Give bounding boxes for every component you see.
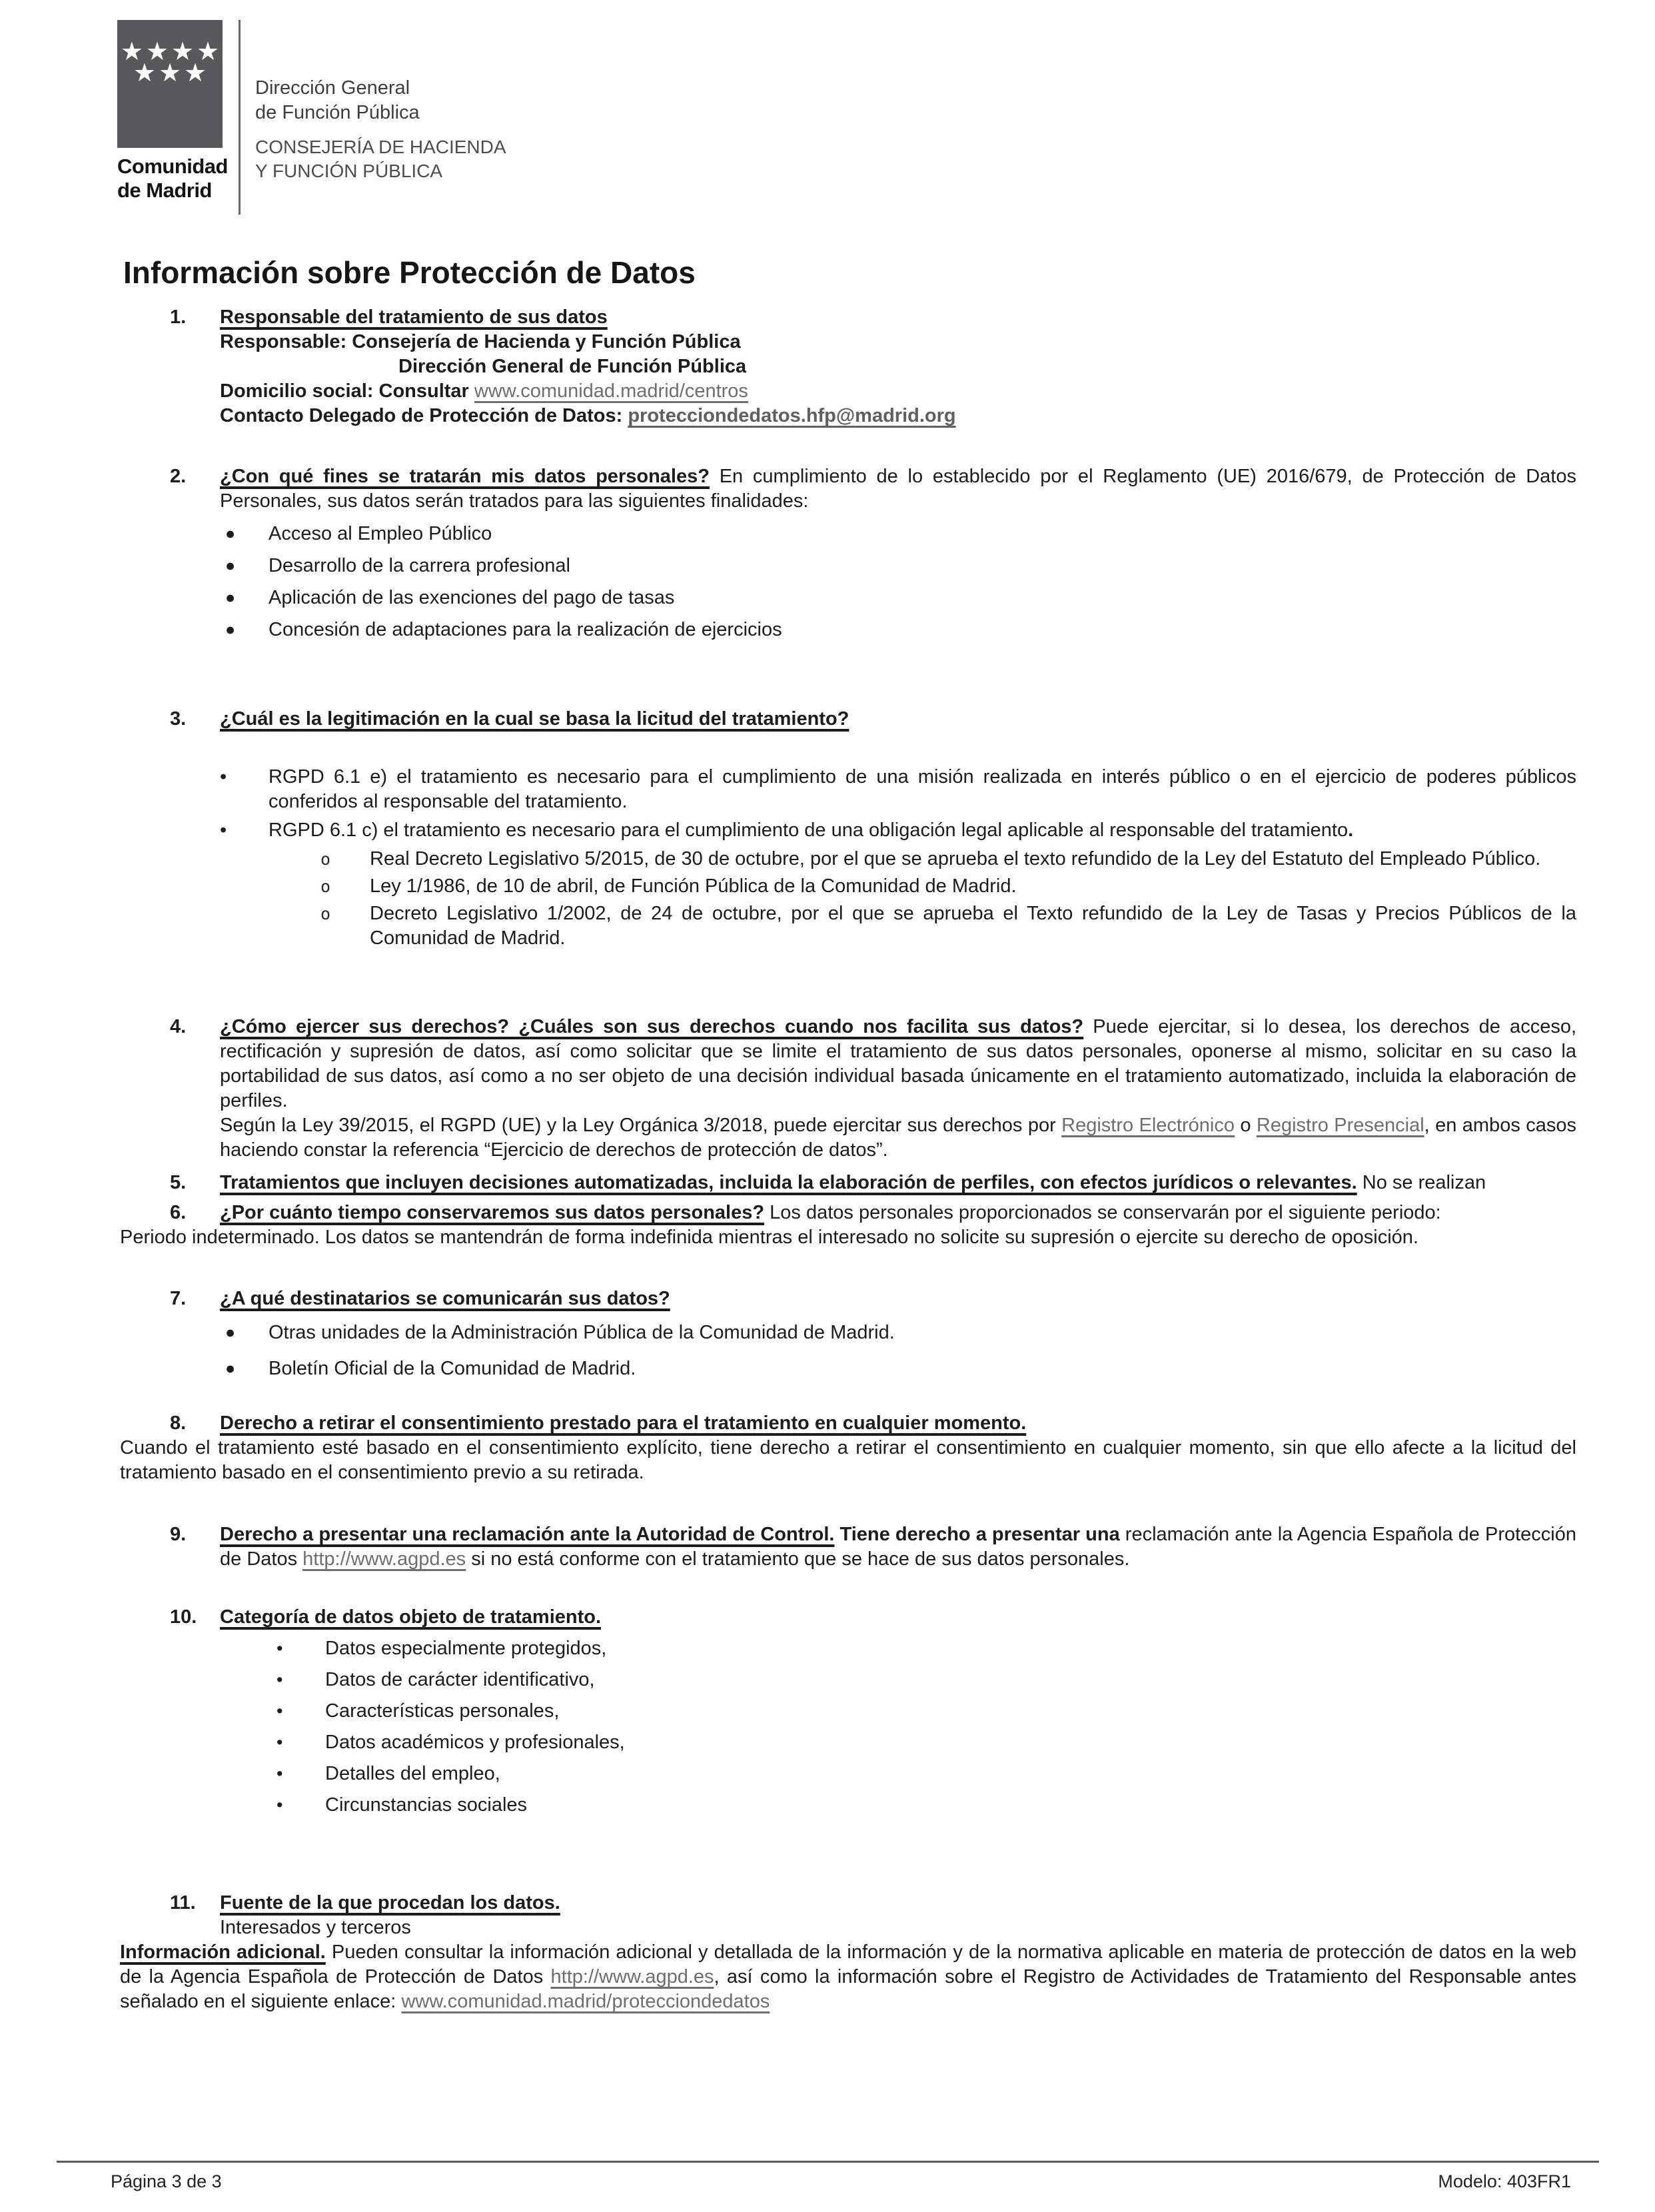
section-heading: ¿Cuál es la legitimación en la cual se basa la licitud del tratamiento? [220, 708, 849, 730]
bullet-icon: • [220, 766, 227, 788]
protecciondedatos-link[interactable]: www.comunidad.madrid/protecciondedatos [401, 1991, 770, 2012]
list-item: • Características personales, [276, 1699, 1576, 1724]
circle-bullet-icon: o [320, 877, 331, 896]
section-number: 6. [170, 1202, 187, 1223]
bold-period: . [1348, 820, 1354, 841]
list-item: ● Acceso al Empleo Público [225, 522, 1576, 546]
informacion-adicional-paragraph: Información adicional. Pueden consultar la información adicional y detallada de la información y de la normativa aplicable en materia de protección de datos en la web de la Agencia Española de Protección de Datos http://www.agpd.es, así como la información sobre el Registro de Actividades de Tratamiento del Responsable antes señalado en el siguiente enlace: www.comunidad.madrid/protecciondedatos [120, 1941, 1577, 2012]
section-legitimacion [120, 707, 1576, 953]
list-item: ● Aplicación de las exenciones del pago de tasas [225, 586, 1576, 610]
section-body: No se realizan [1357, 1172, 1486, 1193]
list-item: • Datos de carácter identificativo, [276, 1668, 1576, 1692]
madrid-stars-icon: ★★★★ [120, 38, 223, 66]
section-derechos [120, 1015, 1576, 1163]
org-line: Dirección General [255, 77, 410, 99]
section-number: 5. [170, 1172, 187, 1193]
circle-bullet-icon: o [320, 849, 331, 869]
section-number: 2. [170, 466, 187, 487]
section-fines [120, 464, 1576, 650]
destinatarios-list [220, 1321, 1576, 1381]
heading-bold-tail: Tiene derecho a presentar una [834, 1524, 1125, 1545]
bullet-icon: ● [225, 620, 236, 639]
centros-link[interactable]: www.comunidad.madrid/centros [474, 380, 748, 402]
list-item: ● Concesión de adaptaciones para la realización de ejercicios [225, 618, 1576, 642]
section-heading: Derecho a presentar una reclamación ante la Autoridad de Control. [220, 1524, 835, 1545]
section-categoria-datos [120, 1605, 1576, 1824]
agpd-link[interactable]: http://www.agpd.es [302, 1548, 466, 1570]
document-content [120, 0, 1576, 2014]
section-number: 11. [170, 1892, 196, 1914]
informacion-adicional-heading: Información adicional. [120, 1941, 326, 1963]
logo-caption-line: Comunidad [117, 155, 228, 178]
domicilio-label: Domicilio social: Consultar [220, 380, 474, 402]
list-item: ● Desarrollo de la carrera profesional [225, 554, 1576, 578]
bullet-icon: ● [225, 556, 236, 575]
madrid-stars-icon: ★★★ [133, 59, 210, 87]
section-heading: ¿Cómo ejercer sus derechos? ¿Cuáles son sus derechos cuando nos facilita sus datos? [220, 1016, 1084, 1037]
section-decisiones-automatizadas [120, 1171, 1576, 1195]
section-heading: Fuente de la que procedan los datos. [220, 1892, 560, 1914]
section-fuente-datos [120, 1891, 1576, 1940]
section-body: En cumplimiento de lo establecido por el Reglamento (UE) 2016/679, de Protección de Datos Personales, sus datos serán tratados para las siguientes finalidades: [220, 466, 1576, 512]
responsable-line: Responsable: Consejería de Hacienda y Función Pública [220, 331, 741, 352]
model-number: Modelo: 403FR1 [1438, 2171, 1571, 2191]
normativa-sublist [320, 847, 1576, 951]
registro-paragraph: Según la Ley 39/2015, el RGPD (UE) y la Ley Orgánica 3/2018, puede ejercitar sus derechos por Registro Electrónico o Registro Presencial, en ambos casos haciendo constar la referencia “Ejercicio de derechos de protección de datos”. [220, 1115, 1576, 1161]
direccion-line: Dirección General de Función Pública [398, 356, 747, 377]
org-line: de Función Pública [255, 102, 420, 123]
bullet-icon: • [276, 1764, 283, 1784]
section-retirar-consentimiento [120, 1411, 1576, 1436]
section-number: 9. [170, 1524, 187, 1545]
list-item: • RGPD 6.1 c) el tratamiento es necesario para el cumplimiento de una obligación legal aplicable al responsable del tratamiento. [220, 818, 1576, 843]
sublist-item: o Real Decreto Legislativo 5/2015, de 30 de octubre, por el que se aprueba el texto refundido de la Ley del Estatuto del Empleado Público. [320, 847, 1576, 871]
section-heading: Responsable del tratamiento de sus datos [220, 306, 608, 328]
section-number: 7. [170, 1288, 187, 1309]
section-heading: Tratamientos que incluyen decisiones automatizadas, incluida la elaboración de perfiles, con efectos jurídicos o relevantes. [220, 1172, 1357, 1193]
dept-line: CONSEJERÍA DE HACIENDA [255, 137, 506, 157]
contacto-label: Contacto Delegado de Protección de Datos: [220, 405, 628, 426]
categorias-list [276, 1636, 1576, 1818]
section-conservacion [120, 1201, 1576, 1225]
list-item: ● Boletín Oficial de la Comunidad de Madrid. [225, 1357, 1576, 1381]
registro-presencial-link[interactable]: Registro Presencial [1256, 1115, 1424, 1136]
section-reclamacion: 9. Derecho a presentar una reclamación ante la Autoridad de Control. Tiene derecho a presentar una reclamación ante la Agencia Española de Protección de Datos http://www.agpd.es si no está conforme con el tratamiento que se hace de sus datos personales. [120, 1522, 1576, 1572]
bullet-icon: • [276, 1701, 283, 1721]
sublist-item: o Decreto Legislativo 1/2002, de 24 de octubre, por el que se aprueba el Texto refundido de la Ley de Tasas y Precios Públicos de la Comunidad de Madrid. [320, 901, 1576, 951]
section-heading: ¿A qué destinatarios se comunicarán sus datos? [220, 1288, 670, 1309]
section-heading: ¿Por cuánto tiempo conservaremos sus datos personales? [220, 1202, 765, 1223]
list-item: • Detalles del empleo, [276, 1762, 1576, 1786]
dpd-email-link[interactable]: protecciondedatos.hfp@madrid.org [628, 405, 956, 426]
logo-caption-line: de Madrid [117, 179, 212, 202]
bullet-icon: • [276, 1638, 283, 1658]
bullet-icon: ● [225, 1323, 236, 1342]
fuente-body: Interesados y terceros [220, 1917, 411, 1938]
bullet-icon: • [276, 1732, 283, 1752]
agpd-link[interactable]: http://www.agpd.es [550, 1966, 714, 1987]
bullet-icon: • [276, 1670, 283, 1690]
section-heading: Categoría de datos objeto de tratamiento. [220, 1606, 602, 1628]
section-number: 10. [170, 1606, 197, 1628]
page-indicator: Página 3 de 3 [111, 2171, 222, 2191]
periodo-paragraph: Periodo indeterminado. Los datos se mantendrán de forma indefinida mientras el interesado no solicite su supresión o ejercite su derecho de oposición. [120, 1227, 1418, 1248]
footer [111, 2171, 1571, 2192]
contacto-line [220, 404, 1576, 428]
sublist-item: o Ley 1/1986, de 10 de abril, de Función Pública de la Comunidad de Madrid. [320, 874, 1576, 899]
registro-electronico-link[interactable]: Registro Electrónico [1061, 1115, 1235, 1136]
derechos-paragraph: ¿Cómo ejercer sus derechos? ¿Cuáles son sus derechos cuando nos facilita sus datos? Puede ejercitar, si lo desea, los derechos de acceso, rectificación y supresión de datos, así como solicitar que se limite el tratamiento de sus datos personales, oponerse al mismo, solicitar en su caso la portabilidad de sus datos, así como a no ser objeto de una decisión individual basada únicamente en el tratamiento automatizado, incluida la elaboración de perfiles. [220, 1016, 1577, 1111]
bullet-icon: ● [225, 588, 236, 607]
section-body: Los datos personales proporcionados se conservarán por el siguiente periodo: [764, 1202, 1441, 1223]
section-destinatarios [120, 1287, 1576, 1392]
bullet-icon: • [276, 1795, 283, 1815]
list-item: ● Otras unidades de la Administración Pública de la Comunidad de Madrid. [225, 1321, 1576, 1345]
section-heading: ¿Con qué fines se tratarán mis datos personales? [220, 466, 710, 487]
list-item: • Datos especialmente protegidos, [276, 1636, 1576, 1661]
section-number: 4. [170, 1016, 187, 1037]
list-item: • Datos académicos y profesionales, [276, 1730, 1576, 1755]
list-item: • RGPD 6.1 e) el tratamiento es necesario para el cumplimiento de una misión realizada en interés público o en el ejercicio de poderes públicos conferidos al responsable del tratamiento. [220, 765, 1576, 814]
section-number: 1. [170, 306, 187, 328]
section-responsable [120, 305, 1576, 428]
consentimiento-paragraph: Cuando el tratamiento esté basado en el consentimiento explícito, tiene derecho a retirar el consentimiento en cualquier momento, sin que ello afecte a la licitud del tratamiento basado en el consentimiento previo a su retirada. [120, 1437, 1576, 1483]
legitimacion-list [220, 765, 1576, 951]
section-number: 8. [170, 1412, 187, 1434]
section-heading: Derecho a retirar el consentimiento prestado para el tratamiento en cualquier momento. [220, 1412, 1027, 1434]
page-title: Información sobre Protección de Datos [123, 255, 696, 290]
bullet-icon: • [220, 820, 227, 841]
dept-line: Y FUNCIÓN PÚBLICA [255, 161, 443, 181]
bullet-icon: ● [225, 1359, 236, 1378]
list-item: • Circunstancias sociales [276, 1793, 1576, 1818]
footer-divider [57, 2161, 1599, 2163]
circle-bullet-icon: o [320, 904, 331, 923]
domicilio-line [220, 379, 1576, 404]
bullet-icon: ● [225, 524, 236, 543]
fines-list [220, 522, 1576, 642]
section-number: 3. [170, 708, 187, 730]
